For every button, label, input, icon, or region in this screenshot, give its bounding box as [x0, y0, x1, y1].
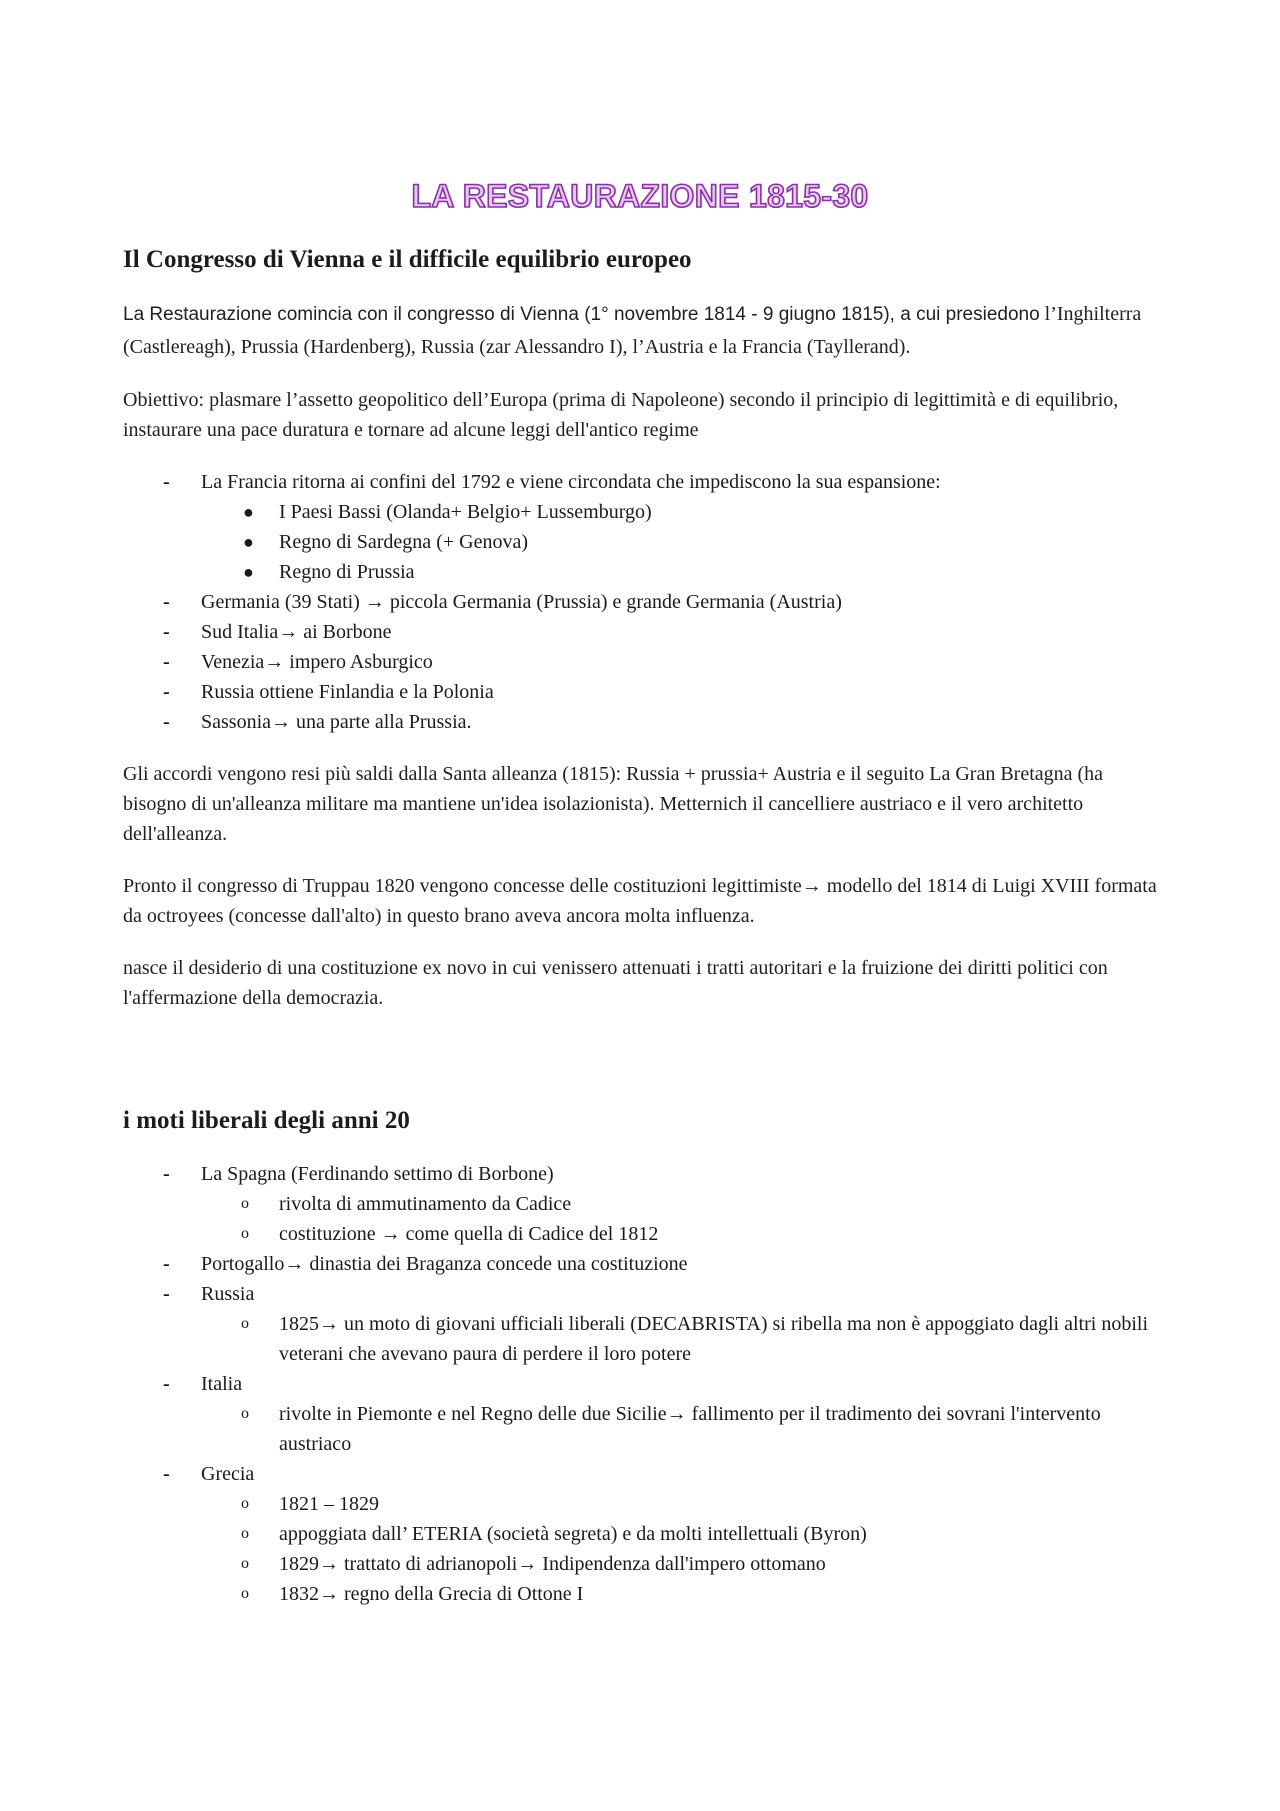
sublist-item-text: 1821 – 1829 [279, 1493, 379, 1515]
sublist-item [201, 1309, 1157, 1369]
list-item [123, 707, 1157, 737]
section-heading-liberal-uprisings: i moti liberali degli anni 20 [123, 1107, 410, 1134]
dash-marker: - [163, 651, 170, 673]
section-heading-congress: Il Congresso di Vienna e il difficile equilibrio europeo [123, 246, 692, 273]
sublist-item-text: rivolta di ammutinamento da Cadice [279, 1193, 572, 1215]
dash-marker: - [163, 711, 170, 733]
list-item-text: Sud Italia→ ai Borbone [201, 621, 392, 643]
sublist-item [201, 1489, 1157, 1519]
list-item-text: Russia [201, 1283, 255, 1305]
list-item [123, 677, 1157, 707]
troppau-paragraph: Pronto il congresso di Truppau 1820 vengono concesse delle costituzioni legittimiste→ modello del 1814 di Luigi XVIII formata da octroyees (concesse dall'alto) in questo brano aveva ancora molta influenza. [123, 875, 1157, 927]
list-item [123, 1459, 1157, 1609]
list-item-text: La Francia ritorna ai confini del 1792 e viene circondata che impediscono la sua espansione: [201, 471, 941, 493]
sublist-item-text: costituzione → come quella di Cadice del 1812 [279, 1223, 659, 1245]
dash-marker: - [163, 1283, 170, 1305]
bullet-marker: ● [243, 532, 254, 552]
intro-text-line1: La Restaurazione comincia con il congresso di Vienna (1° novembre 1814 - 9 giugno 1815), a cui presiedono [123, 304, 1040, 325]
list-item-text: Portogallo→ dinastia dei Braganza concede una costituzione [201, 1253, 688, 1275]
list-item-text: Germania (39 Stati) → piccola Germania (Prussia) e grande Germania (Austria) [201, 591, 842, 613]
list-item [123, 617, 1157, 647]
sublist-item [201, 1219, 1157, 1249]
sublist-item-text: appoggiata dall’ ETERIA (società segreta) e da molti intellettuali (Byron) [279, 1523, 867, 1545]
objective-paragraph: Obiettivo: plasmare l’assetto geopolitico dell’Europa (prima di Napoleone) secondo il principio di legittimità e di equilibrio, instaurare una pace duratura e tornare ad alcune leggi dell'antico regime [123, 389, 1119, 441]
intro-paragraph [123, 298, 1157, 363]
circle-marker: o [241, 1315, 249, 1332]
dash-marker: - [163, 1163, 170, 1185]
list-item [123, 587, 1157, 617]
sublist-item [201, 1579, 1157, 1609]
list-item-text: La Spagna (Ferdinando settimo di Borbone) [201, 1163, 554, 1185]
sublist-item [201, 1399, 1157, 1459]
sublist-item [201, 1189, 1157, 1219]
sublist-item [201, 557, 1157, 587]
circle-marker: o [241, 1495, 249, 1512]
list-item-text: Italia [201, 1373, 243, 1395]
sublist [201, 1399, 1157, 1459]
intro-text-line2: l’Inghilterra (Castlereagh), Prussia (Hardenberg), Russia (zar Alessandro I), l’Austria e la Francia (Tayllerand). [123, 303, 1142, 358]
sublist [201, 497, 1157, 587]
sublist-item-text: 1832→ regno della Grecia di Ottone I [279, 1583, 584, 1605]
list-item-text: Russia ottiene Finlandia e la Polonia [201, 681, 494, 703]
dash-marker: - [163, 621, 170, 643]
page-title: LA RESTAURAZIONE 1815-30 [411, 178, 869, 214]
uprisings-list [123, 1159, 1157, 1609]
list-item-text: Venezia→ impero Asburgico [201, 651, 433, 673]
congress-outcomes-list [123, 467, 1157, 737]
sublist-item-text: Regno di Prussia [279, 561, 415, 583]
sublist [201, 1489, 1157, 1609]
bullet-marker: ● [243, 562, 254, 582]
bullet-marker: ● [243, 502, 254, 522]
list-item [123, 1249, 1157, 1279]
sublist-item [201, 497, 1157, 527]
dash-marker: - [163, 591, 170, 613]
sublist-item [201, 1519, 1157, 1549]
list-item [123, 467, 1157, 587]
dash-marker: - [163, 681, 170, 703]
circle-marker: o [241, 1225, 249, 1242]
sublist-item-text: 1829→ trattato di adrianopoli→ Indipendenza dall'impero ottomano [279, 1553, 826, 1575]
sublist-item-text: I Paesi Bassi (Olanda+ Belgio+ Lussemburgo) [279, 501, 652, 523]
sublist [201, 1189, 1157, 1249]
dash-marker: - [163, 1373, 170, 1395]
circle-marker: o [241, 1525, 249, 1542]
dash-marker: - [163, 471, 170, 493]
circle-marker: o [241, 1555, 249, 1572]
alliance-paragraph: Gli accordi vengono resi più saldi dalla Santa alleanza (1815): Russia + prussia+ Austria e il seguito La Gran Bretagna (ha bisogno di un'alleanza militare ma mantiene un'idea isolazionista). Metternich il cancelliere austriaco e il vero architetto dell'alleanza. [123, 763, 1104, 845]
list-item [123, 1369, 1157, 1459]
democracy-paragraph: nasce il desiderio di una costituzione ex novo in cui venissero attenuati i tratti autoritari e la fruizione dei diritti politici con l'affermazione della democrazia. [123, 957, 1108, 1009]
dash-marker: - [163, 1463, 170, 1485]
circle-marker: o [241, 1585, 249, 1602]
list-item-text: Sassonia→ una parte alla Prussia. [201, 711, 472, 733]
list-item [123, 1159, 1157, 1249]
sublist-item-text: rivolte in Piemonte e nel Regno delle due Sicilie→ fallimento per il tradimento dei sovrani l'intervento austriaco [279, 1403, 1101, 1455]
list-item-text: Grecia [201, 1463, 255, 1485]
sublist-item [201, 527, 1157, 557]
list-item [123, 647, 1157, 677]
sublist-item [201, 1549, 1157, 1579]
sublist-item-text: 1825→ un moto di giovani ufficiali liberali (DECABRISTA) si ribella ma non è appoggiato dagli altri nobili veterani che avevano paura di perdere il loro potere [279, 1313, 1148, 1365]
circle-marker: o [241, 1195, 249, 1212]
list-item [123, 1279, 1157, 1369]
sublist-item-text: Regno di Sardegna (+ Genova) [279, 531, 528, 553]
sublist [201, 1309, 1157, 1369]
circle-marker: o [241, 1405, 249, 1422]
dash-marker: - [163, 1253, 170, 1275]
